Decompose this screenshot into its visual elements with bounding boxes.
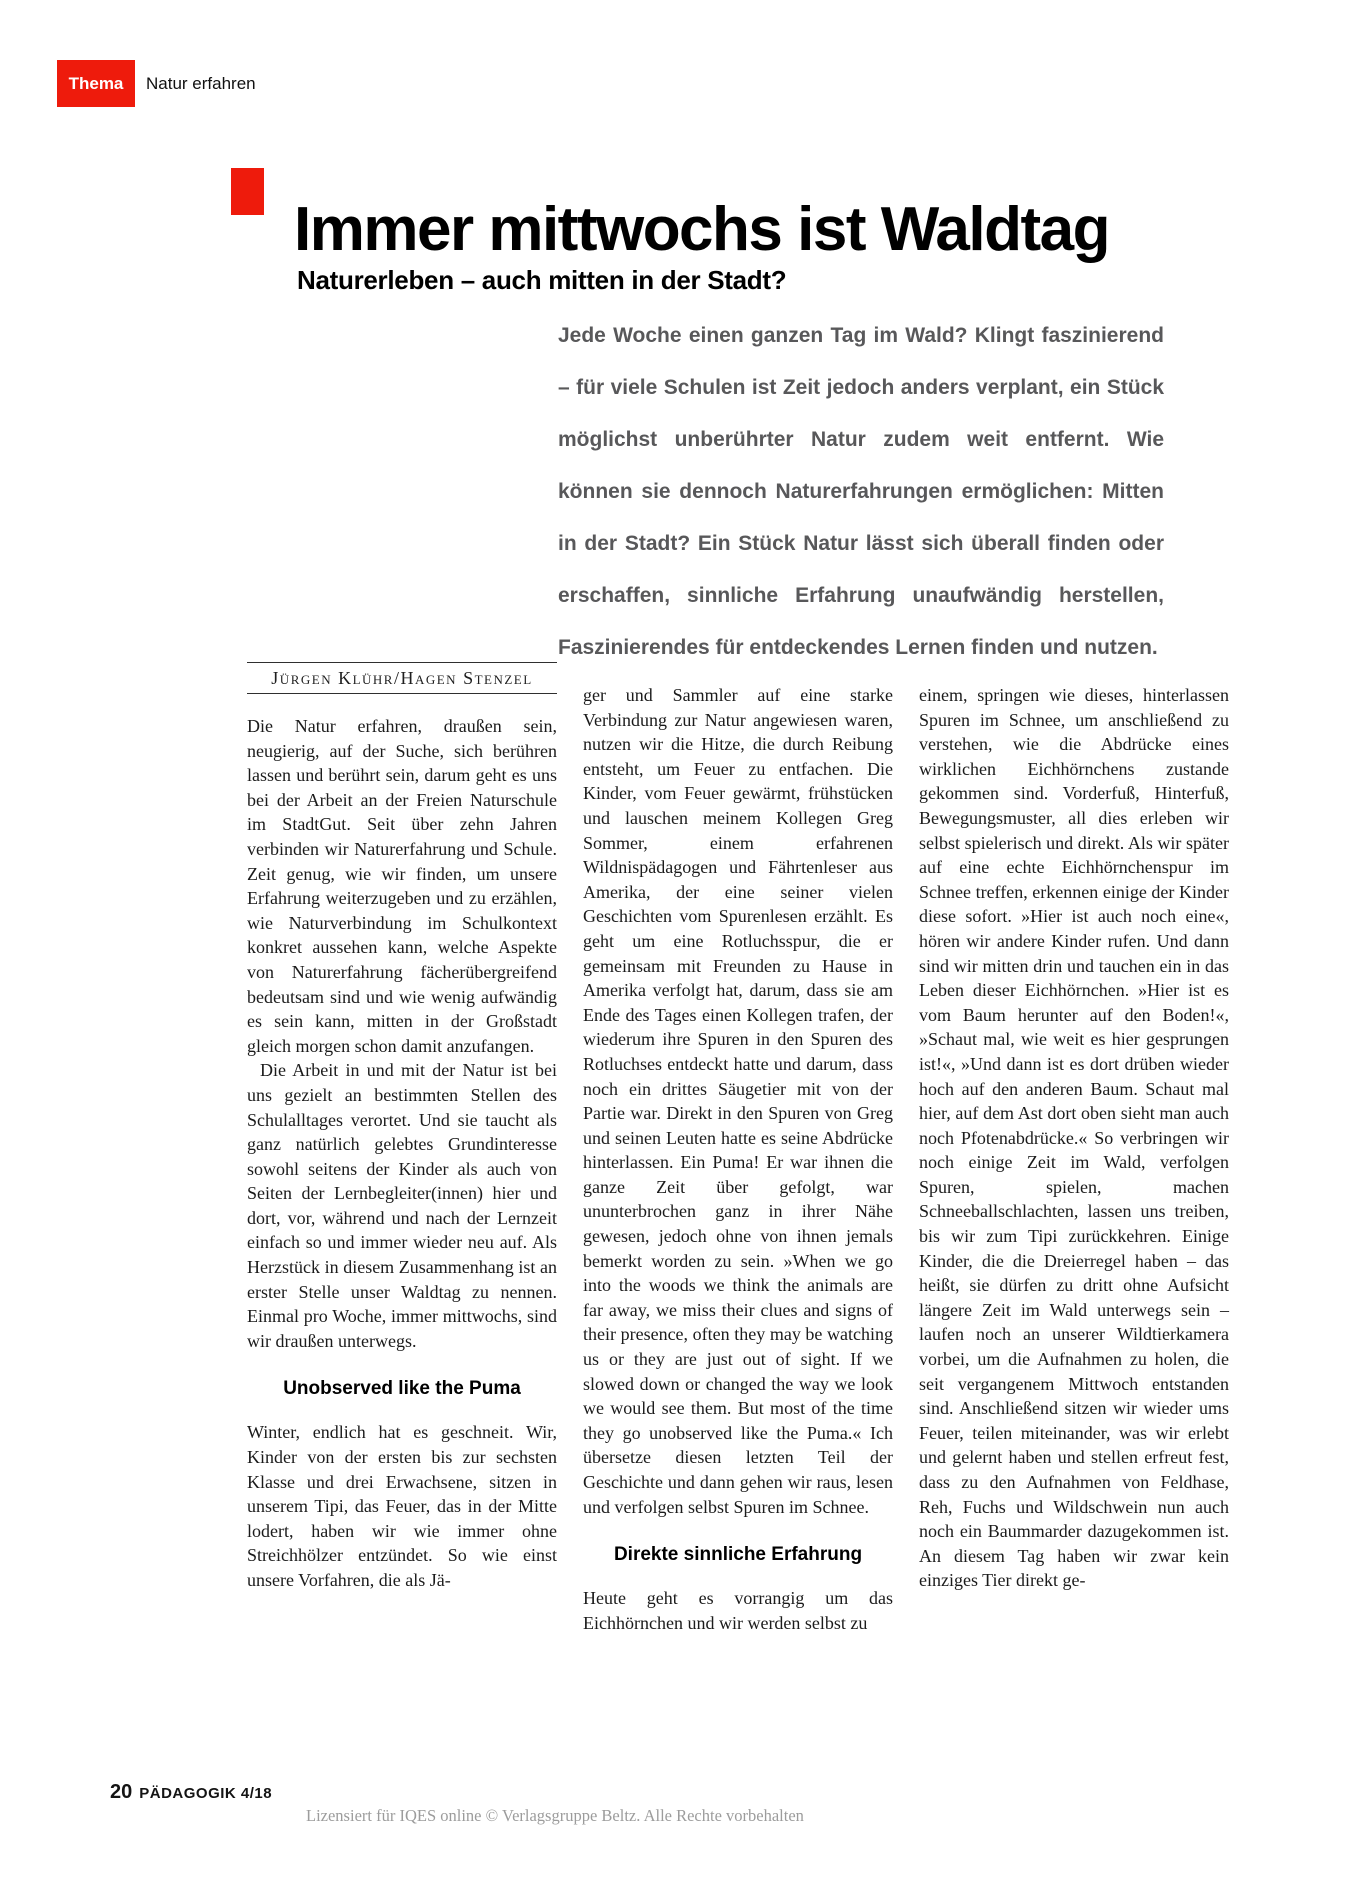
headline-marker-square — [231, 168, 264, 215]
article-column-1 — [247, 662, 557, 1635]
section-heading: Unobserved like the Puma — [283, 1378, 521, 1400]
body-paragraph: ger und Sammler auf eine starke Verbindung zur Natur angewiesen waren, nutzen wir die Hitze, die durch Reibung entsteht, um Feuer zu entfachen. Die Kinder, vom Feuer gewärmt, frühstücken und lauschen meinem Kollegen Greg Sommer, einem erfahrenen Wildnispädagogen und Fährtenleser aus Amerika, der eine seiner vielen Geschichten vom Spurenlesen erzählt. Es geht um eine Rotluchsspur, die er gemeinsam mit Freunden zu Hause in Amerika verfolgt hat, darum, dass sie am Ende des Tages einen Kollegen trafen, der wiederum ihre Spuren in den Spuren des Rotluchses entdeckt hatte und darum, dass noch ein drittes Säugetier mit von der Partie war. Direkt in den Spuren von Greg und seinen Leuten hatte es seine Abdrücke hinterlassen. Ein Puma! Er war ihnen die ganze Zeit über gefolgt, war ununterbrochen ganz in ihrer Nähe gewesen, jedoch ohne von ihnen jemals bemerkt worden zu sein. »When we go into the woods we think the animals are far away, we miss their clues and signs of their presence, often they may be watching us or they are just out of sight. If we slowed down or changed the way we look we would see them. But most of the time they go unobserved like the Puma.« Ich übersetze diesen letzten Teil der Geschichte und dann gehen wir raus, lesen und verfolgen selbst Spuren im Schnee. — [583, 685, 893, 1517]
license-notice: Lizensiert für IQES online © Verlagsgruppe Beltz. Alle Rechte vorbehalten — [306, 1806, 804, 1825]
footer-magazine-title: PÄDAGOGIK 4/18 — [139, 1785, 273, 1802]
article-columns — [247, 662, 1229, 1635]
body-paragraph: Die Arbeit in und mit der Natur ist bei uns gezielt an bestimmten Stellen des Schulalltages verortet. Und sie taucht als ganz natürlich gelebtes Grundinteresse sowohl seitens der Kinder als auch von Seiten der Lernbegleiter(innen) hier und dort, vor, während und nach der Lernzeit einfach so und immer wieder neu auf. Als Herzstück in diesem Zusammenhang ist an erster Stelle unser Waldtag zu nennen. Einmal pro Woche, immer mittwochs, sind wir draußen unterwegs. — [247, 1060, 557, 1351]
body-paragraph: Die Natur erfahren, draußen sein, neugierig, auf der Suche, sich berühren lassen und berührt sein, darum geht es uns bei der Arbeit an der Freien Naturschule im StadtGut. Seit über zehn Jahren verbinden wir Naturerfahrung und Schule. Zeit genug, wie wir finden, um unsere Erfahrung weiterzugeben und zu erzählen, wie Naturverbindung im Schulkontext konkret aussehen kann, welche Aspekte von Naturerfahrung fächerübergreifend bedeutsam sind und wie wenig aufwändig es sein kann, mitten in der Großstadt gleich morgen schon damit anzufangen. — [247, 716, 557, 1056]
article-column-2 — [583, 662, 893, 1635]
kicker-tag — [57, 60, 135, 107]
footer-page-number: 20 — [110, 1781, 133, 1803]
body-paragraph: Heute geht es vorrangig um das Eichhörnchen und wir werden selbst zu — [583, 1588, 893, 1633]
page-title: Immer mittwochs ist Waldtag — [294, 194, 1109, 264]
kicker-topic: Natur erfahren — [146, 73, 256, 93]
article-column-3 — [919, 662, 1229, 1635]
footer-folio — [110, 1781, 272, 1804]
author-byline: Jürgen Klühr/Hagen Stenzel — [247, 662, 557, 694]
body-paragraph: einem, springen wie dieses, hinterlassen Spuren im Schnee, um anschließend zu verstehen, wie die Abdrücke eines wirklichen Eichhörnchens zustande gekommen sind. Vorderfuß, Hinterfuß, Bewegungsmuster, all dies erleben wir selbst spielerisch und direkt. Als wir später auf eine echte Eichhörnchenspur im Schnee treffen, erkennen einige der Kinder diese sofort. »Hier ist auch noch eine«, hören wir andere Kinder rufen. Und dann sind wir mitten drin und tauchen ein in das Leben dieser Eichhörnchen. »Hier ist es vom Baum herunter auf den Boden!«, »Schaut mal, wie weit es hier gesprungen ist!«, »Und dann ist es dort drüben wieder hoch auf den anderen Baum. Schaut mal hier, auf dem Ast dort oben sieht man auch noch Pfotenabdrücke.« So verbringen wir noch einige Zeit im Wald, verfolgen Spuren, spielen, machen Schneeballschlachten, lassen uns treiben, bis wir zum Tipi zurückkehren. Einige Kinder, die die Dreierregel haben – das heißt, sie dürfen zu dritt ohne Aufsicht längere Zeit im Wald unterwegs sein – laufen noch an unserer Wildtierkamera vorbei, um die Aufnahmen zu holen, die seit vergangenem Mittwoch entstanden sind. Anschließend sitzen wir wieder ums Feuer, teilen miteinander, was wir erlebt und gelernt haben und stellen erfreut fest, dass zu den Aufnahmen von Feldhase, Reh, Fuchs und Wildschwein nun auch noch ein Baummarder dazugekommen ist. An diesem Tag haben wir zwar kein einziges Tier direkt ge- — [919, 685, 1229, 1591]
page-subtitle: Naturerleben – auch mitten in der Stadt? — [297, 264, 787, 295]
intro-paragraph: Jede Woche einen ganzen Tag im Wald? Klingt faszinierend – für viele Schulen ist Zeit jedoch anders verplant, ein Stück möglichst unberührter Natur zudem weit entfernt. Wie können sie dennoch Naturerfahrungen ermöglichen: Mitten in der Stadt? Ein Stück Natur lässt sich überall finden oder erschaffen, sinnliche Erfahrung unaufwändig herstellen, Faszinierendes für entdeckendes Lernen finden und nutzen. — [558, 324, 1164, 659]
body-paragraph: Winter, endlich hat es geschneit. Wir, Kinder von der ersten bis zur sechsten Klasse und drei Erwachsene, sitzen in unserem Tipi, das Feuer, das in der Mitte lodert, haben wir wie immer ohne Streichhölzer entzündet. So wie einst unsere Vorfahren, die als Jä- — [247, 1422, 557, 1590]
section-heading: Direkte sinnliche Erfahrung — [613, 1544, 863, 1566]
kicker-tag-label: Thema — [68, 73, 124, 93]
